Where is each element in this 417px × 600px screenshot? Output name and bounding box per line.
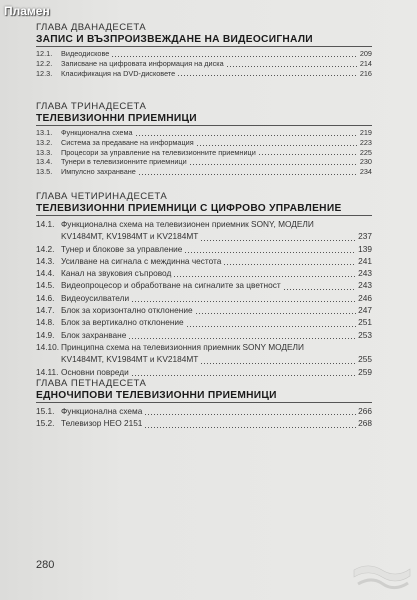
entry-title: Функционална схема на телевизионен приемник SONY, МОДЕЛИ bbox=[61, 219, 314, 229]
toc-entries bbox=[36, 128, 372, 177]
dot-leader bbox=[186, 326, 357, 327]
entry-number: 14.6. bbox=[36, 292, 55, 303]
watermark: Пламен bbox=[4, 4, 50, 18]
dot-leader bbox=[184, 252, 356, 253]
page-number: 280 bbox=[36, 559, 55, 571]
entry-page: 234 bbox=[359, 167, 372, 177]
entry-number: 14.1. bbox=[36, 219, 55, 229]
toc-entry bbox=[36, 167, 372, 177]
toc-entry bbox=[36, 316, 372, 328]
dot-leader bbox=[144, 414, 356, 415]
dot-leader bbox=[131, 301, 356, 302]
entry-title: Канал на звуковия съпровод bbox=[61, 268, 172, 279]
entry-number: 14.5. bbox=[36, 280, 55, 291]
entry-page: 247 bbox=[358, 305, 372, 316]
entry-title: Тунер и блокове за управление bbox=[61, 243, 183, 254]
toc-entry bbox=[36, 148, 372, 158]
dot-leader bbox=[131, 375, 356, 376]
chapter-title: ЕДНОЧИПОВИ ТЕЛЕВИЗИОННИ ПРИЕМНИЦИ bbox=[36, 390, 372, 403]
toc-entry bbox=[36, 267, 372, 279]
toc-entry-continuation bbox=[36, 353, 372, 365]
dot-leader bbox=[200, 363, 356, 364]
entry-title: Блок захранване bbox=[61, 329, 127, 340]
dot-leader bbox=[135, 135, 358, 136]
chapter-14 bbox=[36, 191, 372, 378]
toc-entry bbox=[36, 69, 372, 79]
toc-entry bbox=[36, 329, 372, 341]
entry-number: 14.2. bbox=[36, 243, 55, 254]
toc-entries bbox=[36, 49, 372, 78]
dot-leader bbox=[223, 264, 356, 265]
entry-number: 12.3. bbox=[36, 68, 53, 78]
entry-number: 15.2. bbox=[36, 418, 55, 429]
toc-entries bbox=[36, 405, 372, 430]
dot-leader bbox=[128, 338, 356, 339]
toc-entry bbox=[36, 292, 372, 304]
entry-number: 13.5. bbox=[36, 167, 53, 177]
entry-title: Видеодискове bbox=[61, 49, 110, 58]
entry-page: 253 bbox=[358, 329, 372, 340]
dot-leader bbox=[111, 56, 357, 57]
entry-number: 14.10. bbox=[36, 341, 60, 352]
chapter-title: ЗАПИС И ВЪЗПРОИЗВЕЖДАНЕ НА ВИДЕОСИГНАЛИ bbox=[36, 34, 372, 47]
entry-number: 14.11. bbox=[36, 366, 59, 377]
entry-title: Видеоусилватели bbox=[61, 292, 130, 303]
chapter-title: ТЕЛЕВИЗИОННИ ПРИЕМНИЦИ bbox=[36, 113, 372, 126]
entry-title: Импулсно захранване bbox=[61, 167, 136, 177]
entry-page: 243 bbox=[358, 268, 372, 279]
dot-leader bbox=[258, 154, 358, 155]
toc-entry bbox=[36, 405, 372, 417]
dot-leader bbox=[195, 313, 357, 314]
dot-leader bbox=[138, 174, 358, 175]
entry-page: 268 bbox=[358, 418, 372, 429]
entry-page: 259 bbox=[358, 366, 372, 377]
entry-page: 139 bbox=[358, 243, 372, 254]
entry-number: 13.4. bbox=[36, 157, 53, 167]
chapter-label: ГЛАВА ПЕТНАДЕСЕТА bbox=[36, 378, 147, 389]
toc-entry bbox=[36, 417, 372, 429]
entry-page: 243 bbox=[358, 280, 372, 291]
entry-page: 255 bbox=[358, 354, 372, 365]
toc-entry bbox=[36, 59, 372, 69]
entry-title: Основни повреди bbox=[61, 366, 129, 377]
dot-leader bbox=[283, 289, 357, 290]
toc-entry bbox=[36, 279, 372, 291]
entry-page: 209 bbox=[359, 49, 372, 58]
entry-title: Видеопроцесор и обработване на сигналите за цветност bbox=[61, 280, 281, 291]
toc-entry-continuation bbox=[36, 230, 372, 242]
entry-number: 14.7. bbox=[36, 305, 55, 316]
entry-title: Усилване на сигнала с междинна честота bbox=[61, 255, 222, 266]
chapter-label: ГЛАВА ТРИНАДЕСЕТА bbox=[36, 101, 147, 112]
entry-number: 14.3. bbox=[36, 255, 55, 266]
toc-entries bbox=[36, 218, 372, 378]
entry-title: Блок за хоризонтално отклонение bbox=[61, 305, 193, 316]
entry-page: 214 bbox=[359, 58, 372, 68]
dot-leader bbox=[226, 66, 358, 67]
chapter-title: ТЕЛЕВИЗИОННИ ПРИЕМНИЦИ С ЦИФРОВО УПРАВЛЕНИЕ bbox=[36, 203, 372, 216]
chapter-label: ГЛАВА ДВАНАДЕСЕТА bbox=[36, 22, 147, 33]
toc-entry bbox=[36, 218, 372, 230]
entry-title: Процесори за управление на телевизионните приемници bbox=[61, 147, 256, 157]
toc-entry bbox=[36, 366, 372, 378]
toc-entry bbox=[36, 304, 372, 316]
entry-title: Класификация на DVD-дисковете bbox=[61, 68, 176, 78]
entry-title: Функционална схема bbox=[61, 406, 143, 416]
toc-entry bbox=[36, 255, 372, 267]
dot-leader bbox=[200, 240, 356, 241]
entry-page: 230 bbox=[359, 157, 372, 167]
toc-entry bbox=[36, 157, 372, 167]
entry-title-continuation: KV1484MT, KV1984MT и KV2184MT bbox=[61, 231, 199, 242]
entry-number: 15.1. bbox=[36, 406, 55, 416]
dot-leader bbox=[196, 145, 358, 146]
publisher-logo-icon bbox=[352, 556, 412, 596]
entry-page: 241 bbox=[358, 255, 372, 266]
toc-entry bbox=[36, 243, 372, 255]
entry-title: Функционална схема bbox=[61, 128, 133, 137]
entry-title: Телевизор НЕО 2151 bbox=[61, 418, 143, 429]
entry-title: Записване на цифровата информация на диска bbox=[61, 58, 224, 68]
chapter-12 bbox=[36, 22, 372, 78]
chapter-label: ГЛАВА ЧЕТИРИНАДЕСЕТА bbox=[36, 191, 168, 202]
chapter-13 bbox=[36, 101, 372, 177]
dot-leader bbox=[177, 75, 358, 76]
dot-leader bbox=[144, 427, 356, 428]
dot-leader bbox=[189, 164, 358, 165]
entry-page: 237 bbox=[358, 231, 372, 242]
toc-entry bbox=[36, 138, 372, 148]
chapter-15 bbox=[36, 378, 372, 430]
entry-number: 13.1. bbox=[36, 128, 53, 137]
entry-page: 219 bbox=[359, 128, 372, 137]
entry-title: Принципна схема на телевизионния приемник SONY МОДЕЛИ bbox=[61, 341, 304, 352]
entry-number: 14.9. bbox=[36, 329, 55, 340]
entry-title: Блок за вертикално отклонение bbox=[61, 317, 184, 328]
entry-page: 251 bbox=[358, 317, 372, 328]
entry-number: 13.2. bbox=[36, 137, 53, 147]
entry-number: 14.8. bbox=[36, 317, 55, 328]
toc-entry bbox=[36, 128, 372, 138]
entry-number: 12.2. bbox=[36, 58, 53, 68]
entry-page: 266 bbox=[358, 406, 372, 416]
entry-number: 12.1. bbox=[36, 49, 53, 58]
entry-number: 13.3. bbox=[36, 147, 53, 157]
entry-number: 14.4. bbox=[36, 268, 55, 279]
entry-title-continuation: KV1484MT, KV1984MT и KV2184MT bbox=[61, 354, 199, 365]
toc-entry bbox=[36, 49, 372, 59]
entry-title: Система за предаване на информация bbox=[61, 137, 194, 147]
entry-page: 246 bbox=[358, 292, 372, 303]
toc-entry bbox=[36, 341, 372, 353]
entry-title: Тунери в телевизионните приемници bbox=[61, 157, 187, 167]
entry-page: 225 bbox=[359, 147, 372, 157]
dot-leader bbox=[173, 276, 356, 277]
entry-page: 216 bbox=[359, 68, 372, 78]
entry-page: 223 bbox=[359, 137, 372, 147]
